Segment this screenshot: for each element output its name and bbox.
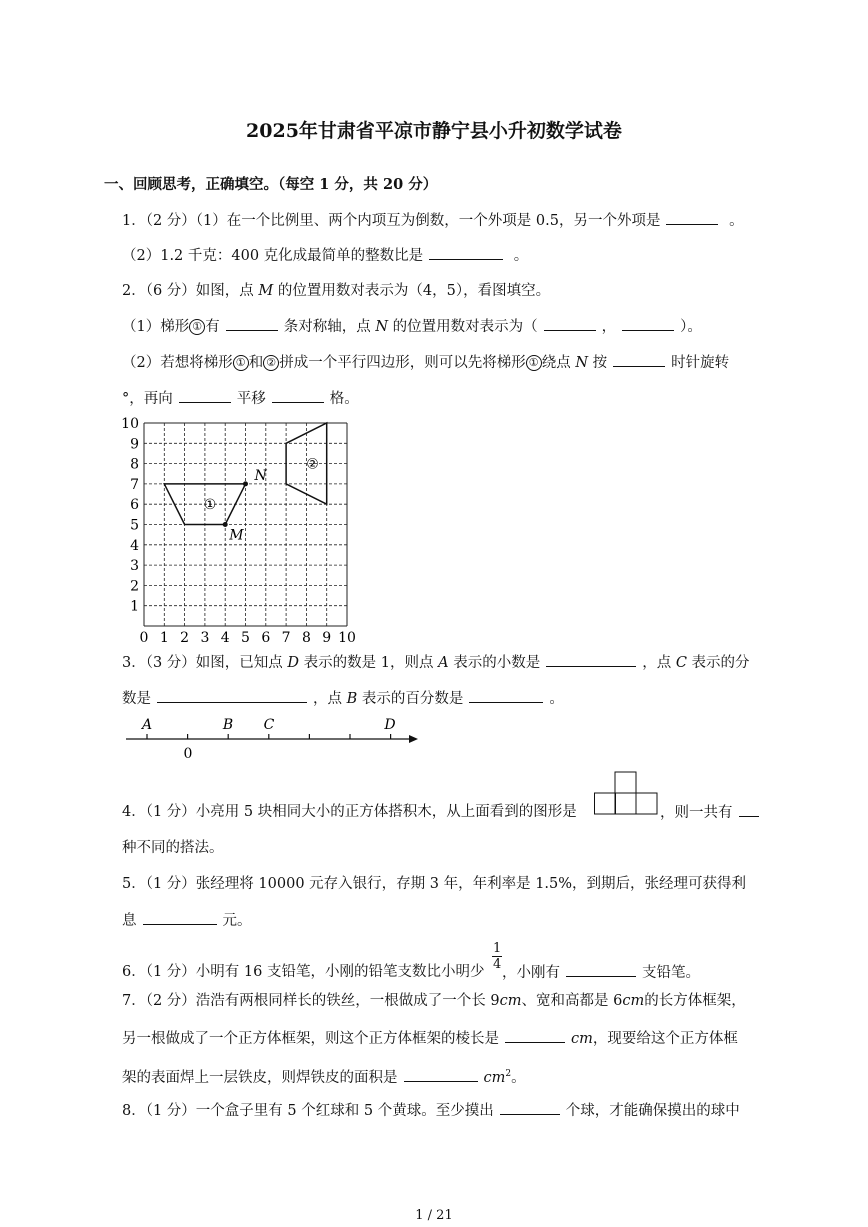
q7-unit-cm-3: cm bbox=[571, 1031, 593, 1047]
q1-text-b: （2）1.2 千克：400 克化成最简单的整数比是 bbox=[122, 248, 424, 264]
y-tick-label: 8 bbox=[130, 456, 139, 473]
q3-text-5: 表示的分 bbox=[691, 655, 750, 671]
circle-2-label: ② bbox=[263, 355, 279, 371]
nl-label-b: B bbox=[222, 717, 234, 733]
q6-text: 6．（1 分）小明有 16 支铅笔，小刚的铅笔支数比小明少 bbox=[122, 964, 485, 980]
y-tick-label: 10 bbox=[121, 416, 139, 432]
x-tick-label: 3 bbox=[200, 630, 210, 646]
q7-c-text: 架的表面焊上一层铁皮，则焊铁皮的面积是 bbox=[122, 1069, 398, 1086]
q4-line-a bbox=[122, 802, 577, 822]
q4-blank[interactable] bbox=[739, 802, 759, 817]
q3-text-2: 表示的数是 1，则点 bbox=[303, 655, 434, 671]
q2-blank-3[interactable] bbox=[622, 316, 674, 331]
x-tick-label: 8 bbox=[301, 630, 311, 646]
q1-blank-2[interactable] bbox=[429, 245, 503, 260]
page-number: 1 / 21 bbox=[415, 1208, 453, 1223]
q2-text-2: 的位置用数对表示为（4，5），看图填空。 bbox=[277, 283, 551, 299]
fraction-one-quarter bbox=[492, 941, 502, 972]
y-tick-label: 3 bbox=[130, 558, 139, 575]
top-view-square-1 bbox=[595, 793, 616, 814]
q3-point-b: B bbox=[346, 691, 358, 707]
fraction-denominator: 4 bbox=[493, 957, 502, 972]
x-tick-label: 5 bbox=[241, 630, 250, 646]
top-view-figure bbox=[594, 771, 660, 817]
number-line-ticks bbox=[147, 734, 391, 739]
coordinate-grid bbox=[118, 412, 358, 648]
q1-period: 。 bbox=[729, 213, 744, 229]
q2-b-end: ）。 bbox=[680, 319, 702, 335]
x-tick-label: 0 bbox=[139, 630, 149, 646]
q2-comma: ， bbox=[601, 319, 617, 335]
q1-text: 1．（2 分）（1）在一个比例里、两个内项互为倒数，一个外项是 0.5，另一个外项是 bbox=[122, 213, 661, 229]
y-tick-label: 7 bbox=[130, 476, 139, 493]
q2-b-text-3: 条对称轴，点 bbox=[283, 319, 371, 335]
q6-fraction bbox=[492, 941, 502, 972]
q8-line bbox=[122, 1100, 740, 1121]
nl-label-d: D bbox=[384, 717, 396, 733]
y-tick-label: 2 bbox=[130, 578, 139, 595]
q8-text: 8．（1 分）一个盒子里有 5 个红球和 5 个黄球。至少摸出 bbox=[122, 1103, 494, 1119]
q2-d-text: °，再向 bbox=[122, 391, 173, 407]
q7-line-c bbox=[122, 1064, 526, 1088]
q2-blank-2[interactable] bbox=[544, 316, 596, 331]
q3-point-c: C bbox=[675, 655, 687, 671]
fraction-numerator: 1 bbox=[493, 941, 502, 956]
q7-line-a bbox=[122, 991, 746, 1011]
q2-c-and: 和 bbox=[248, 355, 264, 371]
top-view-square-top bbox=[615, 772, 636, 793]
q2-c-text-2: 拼成一个平行四边形，则可以先将梯形 bbox=[279, 355, 526, 371]
circle-1-label-c: ① bbox=[526, 355, 542, 371]
q2-c-text-5: 时针旋转 bbox=[671, 355, 730, 371]
q3-line-a bbox=[122, 652, 750, 673]
y-tick-label: 9 bbox=[130, 436, 139, 453]
q2-c-text-4: 按 bbox=[592, 355, 608, 371]
q2-b-text-2: 有 bbox=[205, 319, 220, 335]
q7-text-2: 、宽和高都是 6 bbox=[521, 993, 623, 1009]
q7-c-end: 。 bbox=[511, 1069, 526, 1086]
q7-line-b bbox=[122, 1028, 738, 1049]
q7-b-text-2: ，现要给这个正方体框 bbox=[592, 1031, 738, 1047]
q2-line-a bbox=[122, 281, 550, 301]
x-tick-label: 7 bbox=[281, 630, 291, 646]
q1-line-a bbox=[122, 210, 744, 231]
q5-blank[interactable] bbox=[143, 910, 217, 925]
q2-c-text-3: 绕点 bbox=[541, 355, 571, 371]
q1-blank-1[interactable] bbox=[666, 210, 718, 225]
section-heading: 一、回顾思考，正确填空。（每空 1 分，共 20 分） bbox=[104, 176, 438, 193]
q5-text: 5．（1 分）张经理将 10000 元存入银行，存期 3 年，年利率是 1.5%，到期后，张经理可获得利 bbox=[122, 876, 747, 892]
y-tick-label: 1 bbox=[130, 598, 139, 615]
label-n: N bbox=[254, 467, 267, 484]
q3-text: 3．（3 分）如图，已知点 bbox=[122, 655, 283, 671]
q1-period-b: 。 bbox=[513, 248, 529, 264]
q3-b-text-3: 表示的百分数是 bbox=[361, 691, 464, 707]
q3-b-text-2: ，点 bbox=[313, 691, 342, 707]
q4-line-a2 bbox=[660, 802, 765, 823]
point-n-dot bbox=[243, 481, 248, 486]
q3-b-end: 。 bbox=[549, 691, 564, 707]
q2-blank-4[interactable] bbox=[613, 352, 665, 367]
q7-unit-cm: cm bbox=[499, 993, 522, 1009]
point-m-dot bbox=[223, 522, 228, 527]
x-tick-label: 10 bbox=[338, 630, 356, 646]
q2-point-m: M bbox=[258, 283, 274, 299]
q2-b-text-4: 的位置用数对表示为（ bbox=[392, 319, 538, 335]
q6-line-2 bbox=[502, 962, 700, 983]
q3-b-text: 数是 bbox=[122, 691, 151, 707]
circle-1-label-b: ① bbox=[233, 355, 249, 371]
q6-text-2: ，小刚有 bbox=[502, 965, 560, 981]
q7-text-3: 的长方体框架， bbox=[644, 993, 746, 1009]
q2-c-text: （2）若想将梯形 bbox=[122, 355, 233, 371]
q2-line-d bbox=[122, 388, 359, 409]
q3-blank-1[interactable] bbox=[546, 652, 636, 667]
q7-superscript: 2 bbox=[505, 1069, 512, 1079]
q7-text: 7．（2 分）浩浩有两根同样长的铁丝，一根做成了一个长 9 bbox=[122, 993, 500, 1009]
q2-line-b bbox=[122, 316, 702, 337]
x-tick-label: 9 bbox=[322, 630, 332, 646]
q7-blank-1[interactable] bbox=[505, 1028, 565, 1043]
q2-blank-1[interactable] bbox=[226, 316, 278, 331]
q4-text-3: 种不同的搭法。 bbox=[122, 840, 224, 856]
q5-line-a bbox=[122, 874, 746, 894]
nl-label-c: C bbox=[263, 717, 275, 733]
page-title: 2025年甘肃省平凉市静宁县小升初数学试卷 bbox=[246, 120, 622, 142]
top-view-square-3 bbox=[636, 793, 657, 814]
x-tick-label: 1 bbox=[159, 630, 169, 646]
q2-d-text-2: 平移 bbox=[236, 391, 266, 407]
label-m: M bbox=[229, 527, 244, 544]
q6-text-3: 支铅笔。 bbox=[642, 965, 700, 981]
q2-point-n-b: N bbox=[575, 355, 589, 371]
q2-blank-5[interactable] bbox=[179, 388, 231, 403]
q1-line-b bbox=[122, 245, 528, 266]
x-tick-label: 6 bbox=[261, 630, 271, 646]
q7-unit-cm-4: cm bbox=[483, 1069, 506, 1086]
number-line bbox=[120, 712, 430, 764]
q5-text-3: 元。 bbox=[222, 913, 252, 929]
q6-line bbox=[122, 962, 484, 982]
nl-label-zero: 0 bbox=[183, 746, 193, 762]
q2-point-n: N bbox=[375, 319, 389, 335]
q3-blank-3[interactable] bbox=[469, 688, 543, 703]
x-tick-label: 2 bbox=[180, 630, 190, 646]
q4-text: 4．（1 分）小亮用 5 块相同大小的正方体搭积木，从上面看到的图形是 bbox=[122, 804, 577, 820]
q8-text-2: 个球，才能确保摸出的球中 bbox=[565, 1103, 740, 1119]
q7-unit-cm-2: cm bbox=[622, 993, 645, 1009]
q5-line-b bbox=[122, 910, 252, 931]
top-view-square-2 bbox=[615, 793, 636, 814]
q4-text-2: ，则一共有 bbox=[660, 805, 733, 821]
q3-text-4: ，点 bbox=[642, 655, 672, 671]
q2-d-text-3: 格。 bbox=[329, 391, 359, 407]
q2-text: 2．（6 分）如图，点 bbox=[122, 283, 254, 299]
arrow-right-icon bbox=[409, 735, 418, 743]
q3-line-b bbox=[122, 688, 564, 709]
q2-b-text: （1）梯形 bbox=[122, 319, 190, 335]
q8-blank[interactable] bbox=[500, 1100, 560, 1115]
label-trap-1: ① bbox=[203, 497, 217, 514]
q2-blank-6[interactable] bbox=[272, 388, 324, 403]
y-tick-label: 6 bbox=[130, 497, 139, 514]
y-tick-label: 4 bbox=[130, 537, 139, 554]
label-trap-2: ② bbox=[306, 456, 319, 473]
q7-blank-2[interactable] bbox=[404, 1067, 478, 1082]
q3-point-a: A bbox=[438, 655, 449, 671]
circle-1-label: ① bbox=[189, 319, 205, 335]
q4-line-b bbox=[122, 838, 224, 858]
y-tick-label: 5 bbox=[130, 517, 139, 534]
q7-b-text: 另一根做成了一个正方体框架，则这个正方体框架的棱长是 bbox=[122, 1031, 499, 1047]
q6-blank[interactable] bbox=[566, 962, 636, 977]
q2-line-c bbox=[122, 352, 729, 373]
q3-blank-2[interactable] bbox=[157, 688, 307, 703]
q3-point-d: D bbox=[287, 655, 300, 671]
q5-text-2: 息 bbox=[122, 913, 137, 929]
x-tick-label: 4 bbox=[220, 630, 230, 646]
nl-label-a: A bbox=[141, 717, 153, 733]
q3-text-3: 表示的小数是 bbox=[453, 655, 541, 671]
